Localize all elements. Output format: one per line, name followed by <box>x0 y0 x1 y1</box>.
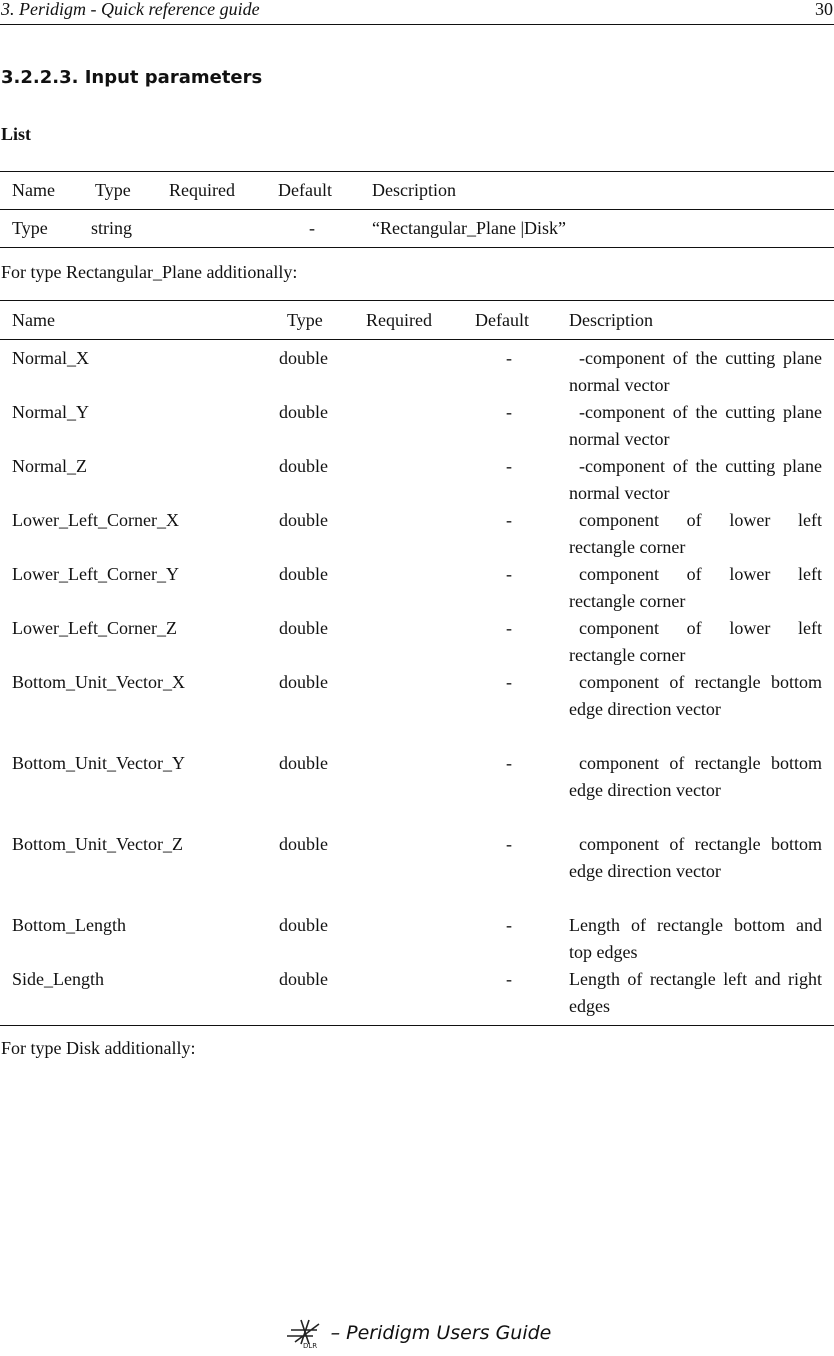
table1-cell-type: string <box>91 218 133 238</box>
table1-top-rule <box>0 171 834 172</box>
table2-cell-type: double <box>279 834 328 854</box>
table2-cell-description: component of lower left rectangle corner <box>569 618 822 665</box>
table1-col-description: Description <box>372 180 456 200</box>
paragraph-disk: For type Disk additionally: <box>1 1038 196 1058</box>
table2-cell-type: double <box>279 753 328 773</box>
table2-cell-name: Normal_X <box>12 348 89 368</box>
table2-cell-type: double <box>279 915 328 935</box>
footer <box>0 1316 834 1356</box>
paragraph-rectangular-plane: For type Rectangular_Plane additionally: <box>1 262 298 282</box>
table2-cell-type: double <box>279 456 328 476</box>
logo-text: DLR <box>302 1342 317 1350</box>
footer-title: – Peridigm Users Guide <box>330 1322 552 1344</box>
table2-col-required: Required <box>366 310 432 330</box>
table2-col-default: Default <box>475 310 529 330</box>
table1-cell-description: “Rectangular_Plane |Disk” <box>372 218 567 238</box>
table2-cell-description: component of lower left rectangle corner <box>569 510 822 557</box>
table2-cell-default: - <box>506 456 512 476</box>
table2-cell-default: - <box>506 672 512 692</box>
table1-header-rule <box>0 209 834 210</box>
table1-col-name: Name <box>12 180 55 200</box>
dlr-logo-icon <box>283 1316 325 1350</box>
table2-cell-default: - <box>506 834 512 854</box>
table2-top-rule <box>0 300 834 301</box>
table2-cell-name: Bottom_Unit_Vector_Y <box>12 753 185 773</box>
table2-cell-type: double <box>279 348 328 368</box>
table2-cell-description: -component of the cutting plane normal vector <box>569 402 822 449</box>
table2-col-type: Type <box>287 310 323 330</box>
table2-cell-type: double <box>279 969 328 989</box>
table2-cell-description: Length of rectangle bottom and top edges <box>569 915 822 962</box>
table2-cell-description: -component of the cutting plane normal vector <box>569 348 822 395</box>
table1-cell-name: Type <box>12 218 48 238</box>
table2-cell-description: component of lower left rectangle corner <box>569 564 822 611</box>
table2-cell-name: Lower_Left_Corner_X <box>12 510 179 530</box>
table2-bottom-rule <box>0 1025 834 1026</box>
table2-cell-type: double <box>279 402 328 422</box>
table2-cell-description: Length of rectangle left and right edges <box>569 969 822 1016</box>
table2-cell-name: Normal_Z <box>12 456 87 476</box>
running-head <box>0 0 834 25</box>
table2-cell-default: - <box>506 753 512 773</box>
table2-cell-description: -component of the cutting plane normal vector <box>569 456 822 503</box>
table1-col-required: Required <box>169 180 235 200</box>
table2-cell-name: Bottom_Unit_Vector_Z <box>12 834 183 854</box>
table2-cell-name: Normal_Y <box>12 402 89 422</box>
table2-cell-default: - <box>506 618 512 638</box>
table2-cell-default: - <box>506 510 512 530</box>
table1-col-default: Default <box>278 180 332 200</box>
page-number: 30 <box>815 0 833 19</box>
table2-cell-description: component of rectangle bottom edge direction vector <box>569 834 822 881</box>
table2-cell-default: - <box>506 915 512 935</box>
table2-cell-default: - <box>506 564 512 584</box>
running-head-chapter: 3. Peridigm - Quick reference guide <box>1 0 260 19</box>
table2-cell-default: - <box>506 969 512 989</box>
table2-cell-name: Side_Length <box>12 969 104 989</box>
table1-cell-default: - <box>309 218 315 238</box>
table2-cell-default: - <box>506 348 512 368</box>
table2-cell-type: double <box>279 510 328 530</box>
table2-col-name: Name <box>12 310 55 330</box>
table2-cell-name: Lower_Left_Corner_Y <box>12 564 179 584</box>
paragraph-heading: List <box>1 124 32 144</box>
table2-cell-description: component of rectangle bottom edge direction vector <box>569 672 822 719</box>
table2-cell-type: double <box>279 564 328 584</box>
section-heading: 3.2.2.3. Input parameters <box>1 67 263 88</box>
table1-col-type: Type <box>95 180 131 200</box>
table2-header-rule <box>0 339 834 340</box>
table2-cell-name: Bottom_Unit_Vector_X <box>12 672 185 692</box>
table1-bottom-rule <box>0 247 834 248</box>
table2-col-description: Description <box>569 310 653 330</box>
table2-cell-name: Lower_Left_Corner_Z <box>12 618 177 638</box>
table2-cell-default: - <box>506 402 512 422</box>
table2-cell-name: Bottom_Length <box>12 915 126 935</box>
table2-cell-type: double <box>279 672 328 692</box>
table2-cell-description: component of rectangle bottom edge direction vector <box>569 753 822 800</box>
table2-cell-type: double <box>279 618 328 638</box>
